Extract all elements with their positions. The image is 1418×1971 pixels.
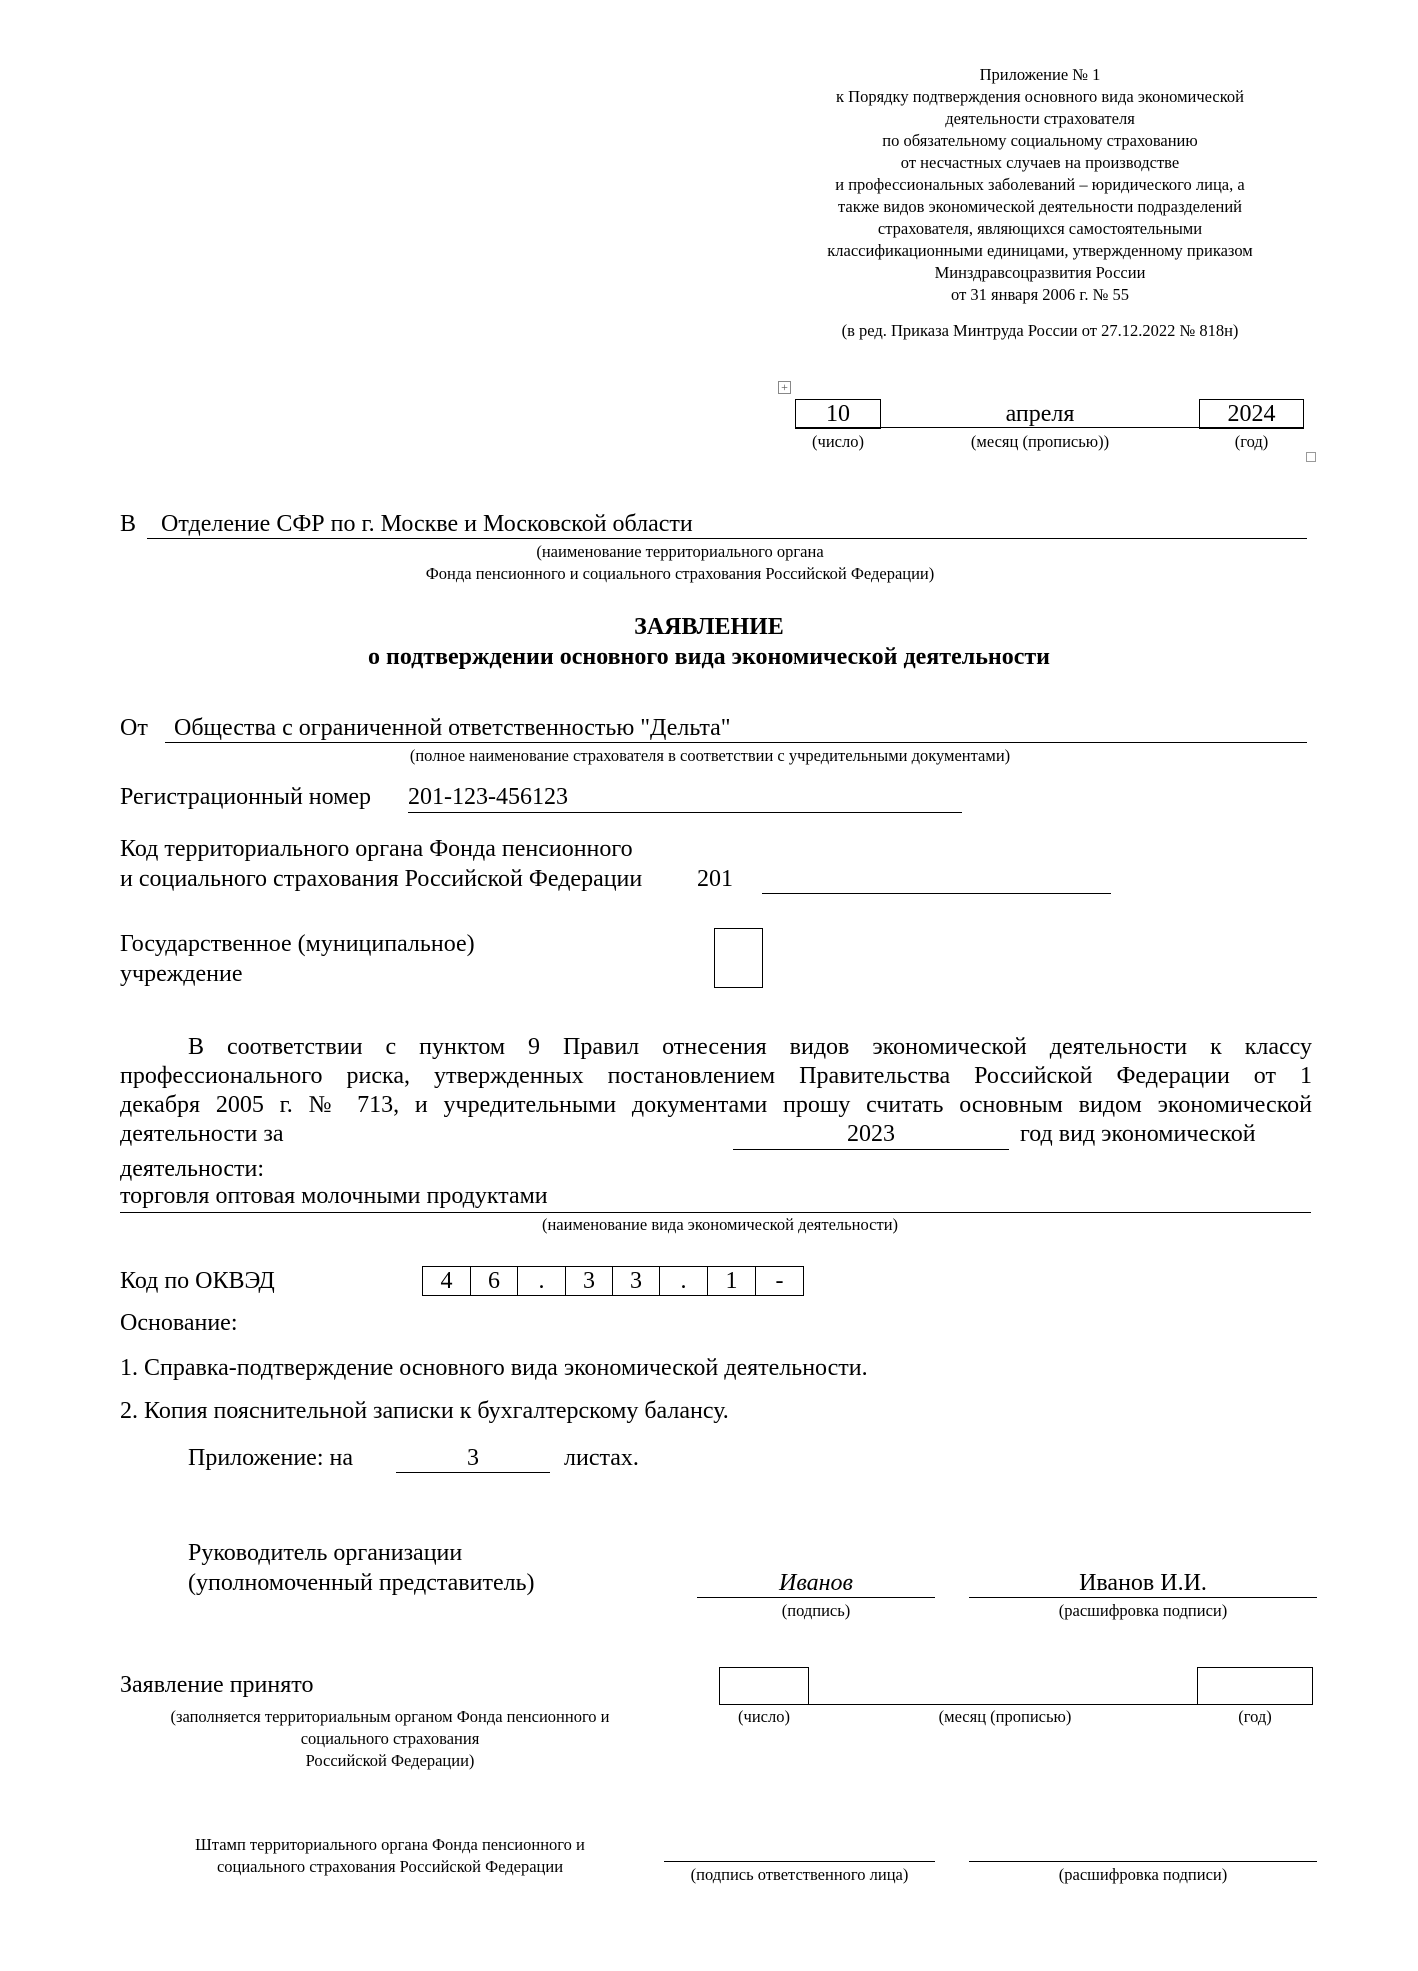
- appendix-line: страхователя, являющихся самостоятельными: [877, 219, 1203, 238]
- signature-name-field[interactable]: Иванов И.И.: [969, 1568, 1317, 1598]
- date-year-box[interactable]: 2024: [1199, 399, 1304, 429]
- date-month-caption: (месяц (прописью)): [970, 432, 1110, 451]
- body-line-1: В соответствии с пунктом 9 Правил отнесения видов экономической деятельности к классу: [188, 1034, 1312, 1060]
- appendix-line: от несчастных случаев на производстве: [900, 153, 1180, 172]
- date-month[interactable]: апреля: [1005, 401, 1075, 427]
- okved-cell: 3: [566, 1267, 613, 1295]
- stamp-sign-caption: (подпись ответственного лица): [690, 1865, 909, 1884]
- signature-sign-caption: (подпись): [781, 1601, 851, 1620]
- okved-cells[interactable]: [422, 1266, 804, 1296]
- okved-cell: 6: [471, 1267, 518, 1295]
- accepted-note: [150, 1706, 630, 1772]
- from-prefix: От: [120, 715, 148, 741]
- basis-item-1: 1. Справка-подтверждение основного вида экономической деятельности.: [120, 1355, 868, 1381]
- appendix-line: по обязательному социальному страхованию: [882, 131, 1198, 150]
- recipient-prefix: В: [120, 511, 137, 537]
- registration-field[interactable]: 201-123-456123: [408, 782, 962, 813]
- attachment-suffix: листах.: [564, 1445, 639, 1471]
- stamp-name-caption: (расшифровка подписи): [1058, 1865, 1228, 1884]
- attachment-prefix: Приложение: на: [188, 1445, 353, 1471]
- signature-label-line: (уполномоченный представитель): [188, 1570, 535, 1596]
- body-line-5: деятельности:: [120, 1156, 265, 1182]
- state-institution-label: [120, 929, 475, 989]
- appendix-line: и профессиональных заболеваний – юридического лица, а: [835, 175, 1245, 194]
- state-institution-checkbox[interactable]: [714, 928, 763, 988]
- accepted-label: Заявление принято: [120, 1672, 314, 1698]
- registration-label: Регистрационный номер: [120, 784, 372, 810]
- recipient-caption: [350, 541, 1010, 585]
- body-line-2: профессионального риска, утвержденных постановлением Правительства Российской Федерации от 1: [120, 1063, 1312, 1089]
- recipient-caption-line: Фонда пенсионного и социального страхования Российской Федерации): [425, 564, 935, 583]
- appendix-line: Приложение № 1: [979, 65, 1101, 84]
- okved-cell: 1: [708, 1267, 756, 1295]
- stamp-label: [150, 1834, 630, 1878]
- appendix-line: также видов экономической деятельности подразделений: [838, 197, 1242, 216]
- date-day-caption: (число): [812, 432, 864, 451]
- signature-label: [188, 1538, 535, 1598]
- territorial-code-line: [762, 893, 1111, 894]
- resize-handle-icon[interactable]: [1306, 452, 1316, 462]
- appendix-revision: (в ред. Приказа Минтруда России от 27.12.2022 № 818н): [841, 321, 1239, 340]
- document-title: ЗАЯВЛЕНИЕ: [634, 614, 784, 640]
- okved-cell: -: [775, 1268, 784, 1294]
- accepted-year-box[interactable]: [1197, 1667, 1313, 1705]
- body-year-field[interactable]: 2023: [733, 1119, 1009, 1150]
- date-year-caption: (год): [1234, 432, 1269, 451]
- activity-caption: (наименование вида экономической деятельности): [541, 1215, 899, 1234]
- body-line-3: декабря 2005 г. № 713, и учредительными документами прошу считать основным видом экономической: [120, 1092, 1312, 1118]
- signature-label-line: Руководитель организации: [188, 1540, 463, 1566]
- table-move-handle-icon[interactable]: +: [778, 381, 791, 394]
- state-institution-label-line: учреждение: [120, 961, 243, 987]
- body-line-4-prefix: деятельности за: [120, 1121, 284, 1147]
- body-line-4-suffix: год вид экономической: [1020, 1121, 1256, 1147]
- stamp-label-line: Штамп территориального органа Фонда пенсионного и: [195, 1835, 585, 1854]
- accepted-month-caption: (месяц (прописью): [938, 1707, 1072, 1726]
- accepted-day-box[interactable]: [719, 1667, 809, 1705]
- recipient-caption-line: (наименование территориального органа: [536, 542, 824, 561]
- okved-label: Код по ОКВЭД: [120, 1268, 275, 1294]
- basis-label: Основание:: [120, 1310, 238, 1336]
- territorial-code-value[interactable]: 201: [697, 866, 733, 892]
- date-day-box[interactable]: 10: [795, 399, 881, 429]
- recipient-field[interactable]: Отделение СФР по г. Москве и Московской области: [147, 509, 1307, 539]
- stamp-sign-line: [664, 1861, 935, 1862]
- stamp-label-line: социального страхования Российской Федерации: [216, 1857, 564, 1876]
- appendix-line: от 31 января 2006 г. № 55: [951, 285, 1129, 304]
- okved-cell: 4: [423, 1267, 471, 1295]
- accepted-note-line: (заполняется территориальным органом Фонда пенсионного и: [170, 1707, 610, 1726]
- attachment-pages-field[interactable]: 3: [396, 1443, 550, 1473]
- appendix-block: [780, 64, 1300, 342]
- appendix-line: деятельности страхователя: [945, 109, 1135, 128]
- signature-name-caption: (расшифровка подписи): [1058, 1601, 1228, 1620]
- activity-field[interactable]: торговля оптовая молочными продуктами: [120, 1183, 1311, 1213]
- okved-cell: .: [518, 1267, 566, 1295]
- state-institution-label-line: Государственное (муниципальное): [120, 931, 475, 957]
- appendix-line: Минздравсоцразвития России: [934, 263, 1146, 282]
- accepted-note-line: социального страхования: [300, 1729, 480, 1748]
- appendix-line: к Порядку подтверждения основного вида экономической: [836, 87, 1244, 106]
- signature-sign-field[interactable]: Иванов: [697, 1568, 935, 1598]
- basis-item-2: 2. Копия пояснительной записки к бухгалтерскому балансу.: [120, 1398, 729, 1424]
- accepted-note-line: Российской Федерации): [305, 1751, 475, 1770]
- stamp-name-line: [969, 1861, 1317, 1862]
- territorial-code-label-line: и социального страхования Российской Федерации: [120, 866, 643, 892]
- document-subtitle: о подтверждении основного вида экономической деятельности: [368, 644, 1050, 670]
- okved-cell: 3: [613, 1267, 660, 1295]
- territorial-code-label-line: Код территориального органа Фонда пенсионного: [120, 836, 633, 862]
- accepted-day-caption: (число): [738, 1707, 790, 1726]
- accepted-year-caption: (год): [1238, 1707, 1272, 1726]
- appendix-line: классификационными единицами, утвержденному приказом: [827, 241, 1253, 260]
- territorial-code-label: [120, 834, 720, 894]
- from-caption: (полное наименование страхователя в соответствии с учредительными документами): [409, 746, 1011, 765]
- from-field[interactable]: Общества с ограниченной ответственностью "Дельта": [165, 713, 1307, 743]
- okved-cell: .: [660, 1267, 708, 1295]
